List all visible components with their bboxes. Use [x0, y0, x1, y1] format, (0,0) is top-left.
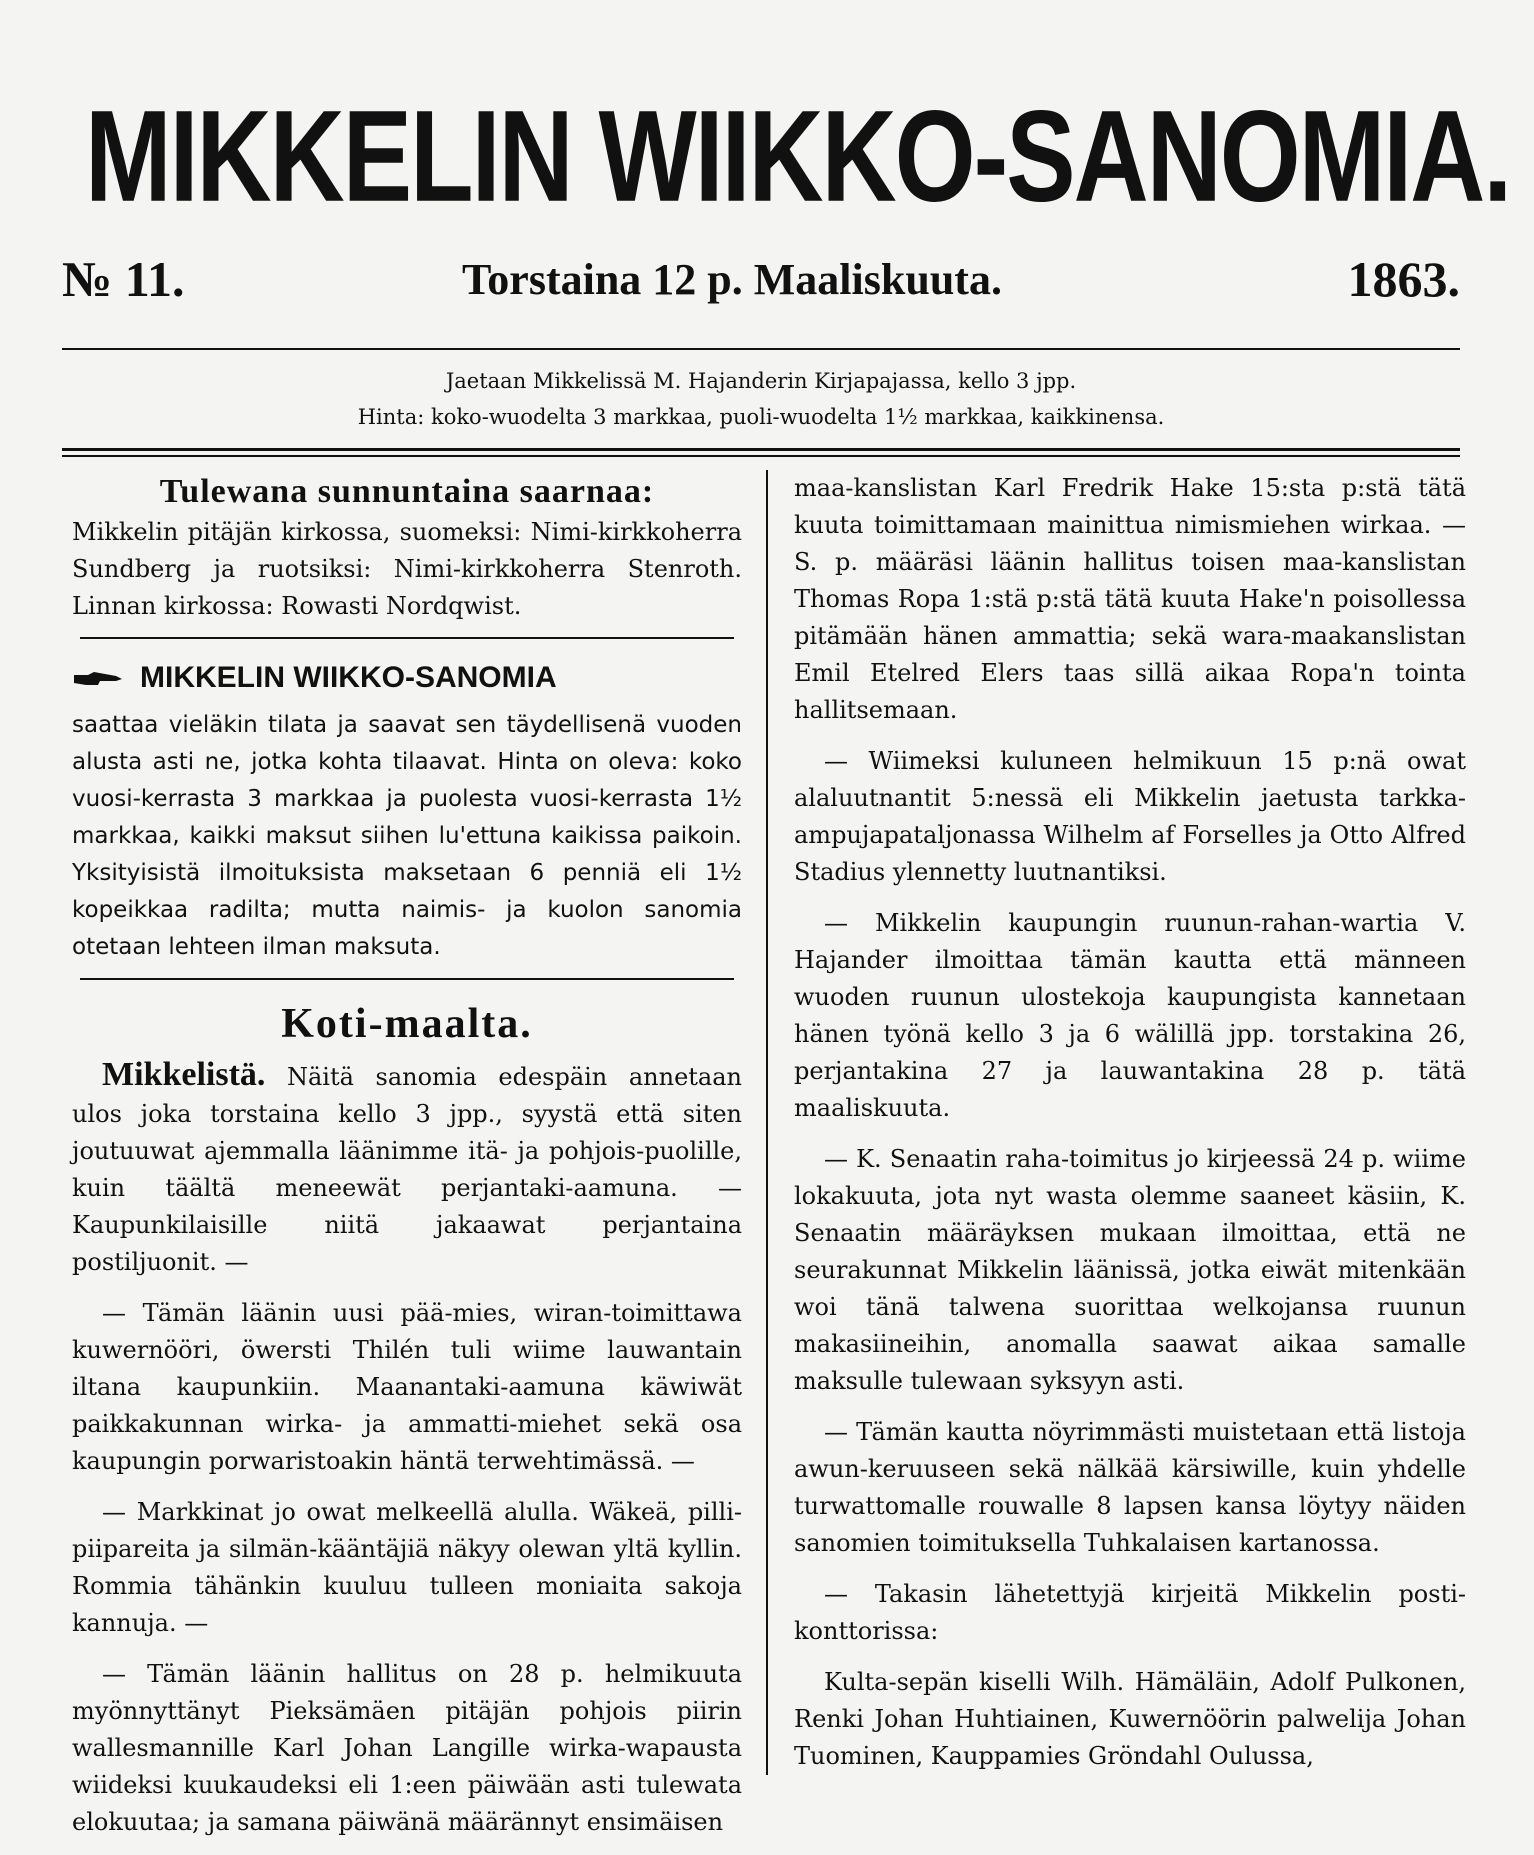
right-column — [794, 470, 1466, 1789]
subscription-notice-text: saattaa vieläkin tilata ja saavat sen täydellisenä vuoden alusta asti ne, jotka kohta tilaavat. Hinta on oleva: koko vuosi-kerrasta 3 markkaa ja puolesta vuosi-kerrasta 1½ markkaa, kaikki maksut siihen lu'ettuna kaikissa paikoin. Yksityisistä ilmoituksista maksetaan 6 penniä eli 1½ kopeikkaa radilta; mutta naimis- ja kuolon sanomia otetaan lehteen ilman maksuta. — [72, 712, 742, 960]
article-paragraph: maa-kanslistan Karl Fredrik Hake 15:sta p:stä tätä kuuta toimittamaan mainittua nimismiehen wirkaa. — S. p. määräsi läänin hallitus toisen maa-kanslistan Thomas Ropa 1:stä p:stä tätä kuuta Hake'n poisollessa pitämään hänen ammattia; sekä wara-maakanslistan Emil Etelred Elers taas sillä aikaa Ropa'n tointa hallitsemaan. — [794, 474, 1466, 724]
article-paragraph: — Mikkelin kaupungin ruunun-rahan-wartia V. Hajander ilmoittaa tämän kautta että männeen wuoden ruunun ulostekoja kaupungista kannetaan hänen työnä kello 3 ja 6 wälillä jpp. torstakina 26, perjantakina 27 ja lauwantakina 28 p. tätä maaliskuuta. — [794, 909, 1466, 1122]
sunday-sermon-text: Mikkelin pitäjän kirkossa, suomeksi: Nimi-kirkkoherra Sundberg ja ruotsiksi: Nimi-kirkkoherra Stenroth. Linnan kirkossa: Rowasti Nordqwist. — [72, 518, 742, 620]
article-paragraph: — Tämän läänin uusi pää-mies, wiran-toimittawa kuwernööri, öwersti Thilén tuli wiime lauwantain iltana kaupunkiin. Maanantaki-aamuna käwiwät paikkakunnan wirka- ja ammatti-miehet sekä osa kaupungin porwaristoakin häntä terwehtimässä. — — [72, 1299, 742, 1475]
publication-place: Jaetaan Mikkelissä M. Hajanderin Kirjapajassa, kello 3 jpp. — [445, 369, 1077, 393]
issue-number: № 11. — [62, 251, 185, 307]
newspaper-title: MIKKELIN WIIKKO-SANOMIA. — [85, 84, 1511, 230]
article-text: Näitä sanomia edespäin annetaan ulos joka torstaina kello 3 jpp., syystä että siten joutuuwat ajemmalla läänimme itä- ja pohjois-puolille, kuin täältä meneewät perjantaki-aamuna. — Kaupunkilaisille niitä jakaawat perjantaina postiljuonit. — — [72, 1063, 742, 1276]
issue-year: 1863. — [1347, 251, 1460, 307]
column-divider — [766, 470, 768, 1775]
header-rule-bottom-2 — [62, 455, 1460, 457]
article-paragraph: — Wiimeksi kuluneen helmikuun 15 p:nä owat alaluutnantit 5:nessä eli Mikkelin jaetusta tarkka-ampujapataljonassa Wilhelm af Forselles ja Otto Alfred Stadius ylennetty luutnantiksi. — [794, 747, 1466, 886]
dateline: Mikkelistä. — [102, 1056, 266, 1093]
subscription-notice-heading — [72, 655, 742, 701]
article-paragraph: — Tämän läänin hallitus on 28 p. helmikuuta myönnyttänyt Pieksämäen pitäjän pohjois piirin wallesmannille Karl Johan Langille wirka-wapausta wiideksi kuukaudeksi eli 1:een päiwään asti tulewata elokuutaa; ja samana päiwänä määrännyt ensimäisen — [72, 1660, 742, 1836]
article-paragraph — [72, 1056, 742, 1281]
header-rule-bottom-1 — [62, 448, 1460, 451]
article-paragraph: Kulta-sepän kiselli Wilh. Hämäläin, Adolf Pulkonen, Renki Johan Huhtiainen, Kuwernöörin palwelija Johan Tuominen, Kauppamies Gröndahl Oulussa, — [794, 1668, 1466, 1770]
issue-line — [62, 250, 1460, 310]
pointing-hand-icon — [72, 670, 124, 688]
article-paragraph: — K. Senaatin raha-toimitus jo kirjeessä 24 p. wiime lokakuuta, jota nyt wasta olemme saaneet käsiin, K. Senaatin määräyksen mukaan ilmoittaa, että ne seurakunnat Mikkelin läänissä, jotka eiwät mitenkään woi tänä talwena suorittaa welkojansa ruunun makasiineihin, anomalla saawat aikaa samalle maksulle tulewaan syksyyn asti. — [794, 1145, 1466, 1395]
article-paragraph: — Takasin lähetettyjä kirjeitä Mikkelin posti-konttorissa: — [794, 1580, 1466, 1645]
section-divider — [80, 637, 734, 639]
section-divider — [80, 978, 734, 980]
sunday-sermon-heading: Tulewana sunnuntaina saarnaa: — [159, 473, 655, 510]
subscription-notice-title: MIKKELIN WIIKKO-SANOMIA — [140, 661, 557, 694]
issue-date: Torstaina 12 p. Maaliskuuta. — [462, 255, 1002, 304]
section-title: Koti-maalta. — [281, 1001, 533, 1047]
header-rule-top — [62, 348, 1460, 350]
left-column — [72, 470, 742, 1855]
publication-price: Hinta: koko-wuodelta 3 markkaa, puoli-wuodelta 1½ markkaa, kaikkinensa. — [357, 405, 1165, 429]
article-paragraph: — Tämän kautta nöyrimmästi muistetaan että listoja awun-keruuseen sekä nälkää kärsiwille, kuin yhdelle turwattomalle rouwalle 8 lapsen kansa löytyy näiden sanomien toimituksella Tuhkalaisen kartanossa. — [794, 1418, 1466, 1557]
article-paragraph: — Markkinat jo owat melkeellä alulla. Wäkeä, pilli-piipareita ja silmän-kääntäjiä näkyy olewan yltä kyllin. Rommia tähänkin kuuluu tulleen moniaita sakoja kannuja. — — [72, 1498, 742, 1637]
